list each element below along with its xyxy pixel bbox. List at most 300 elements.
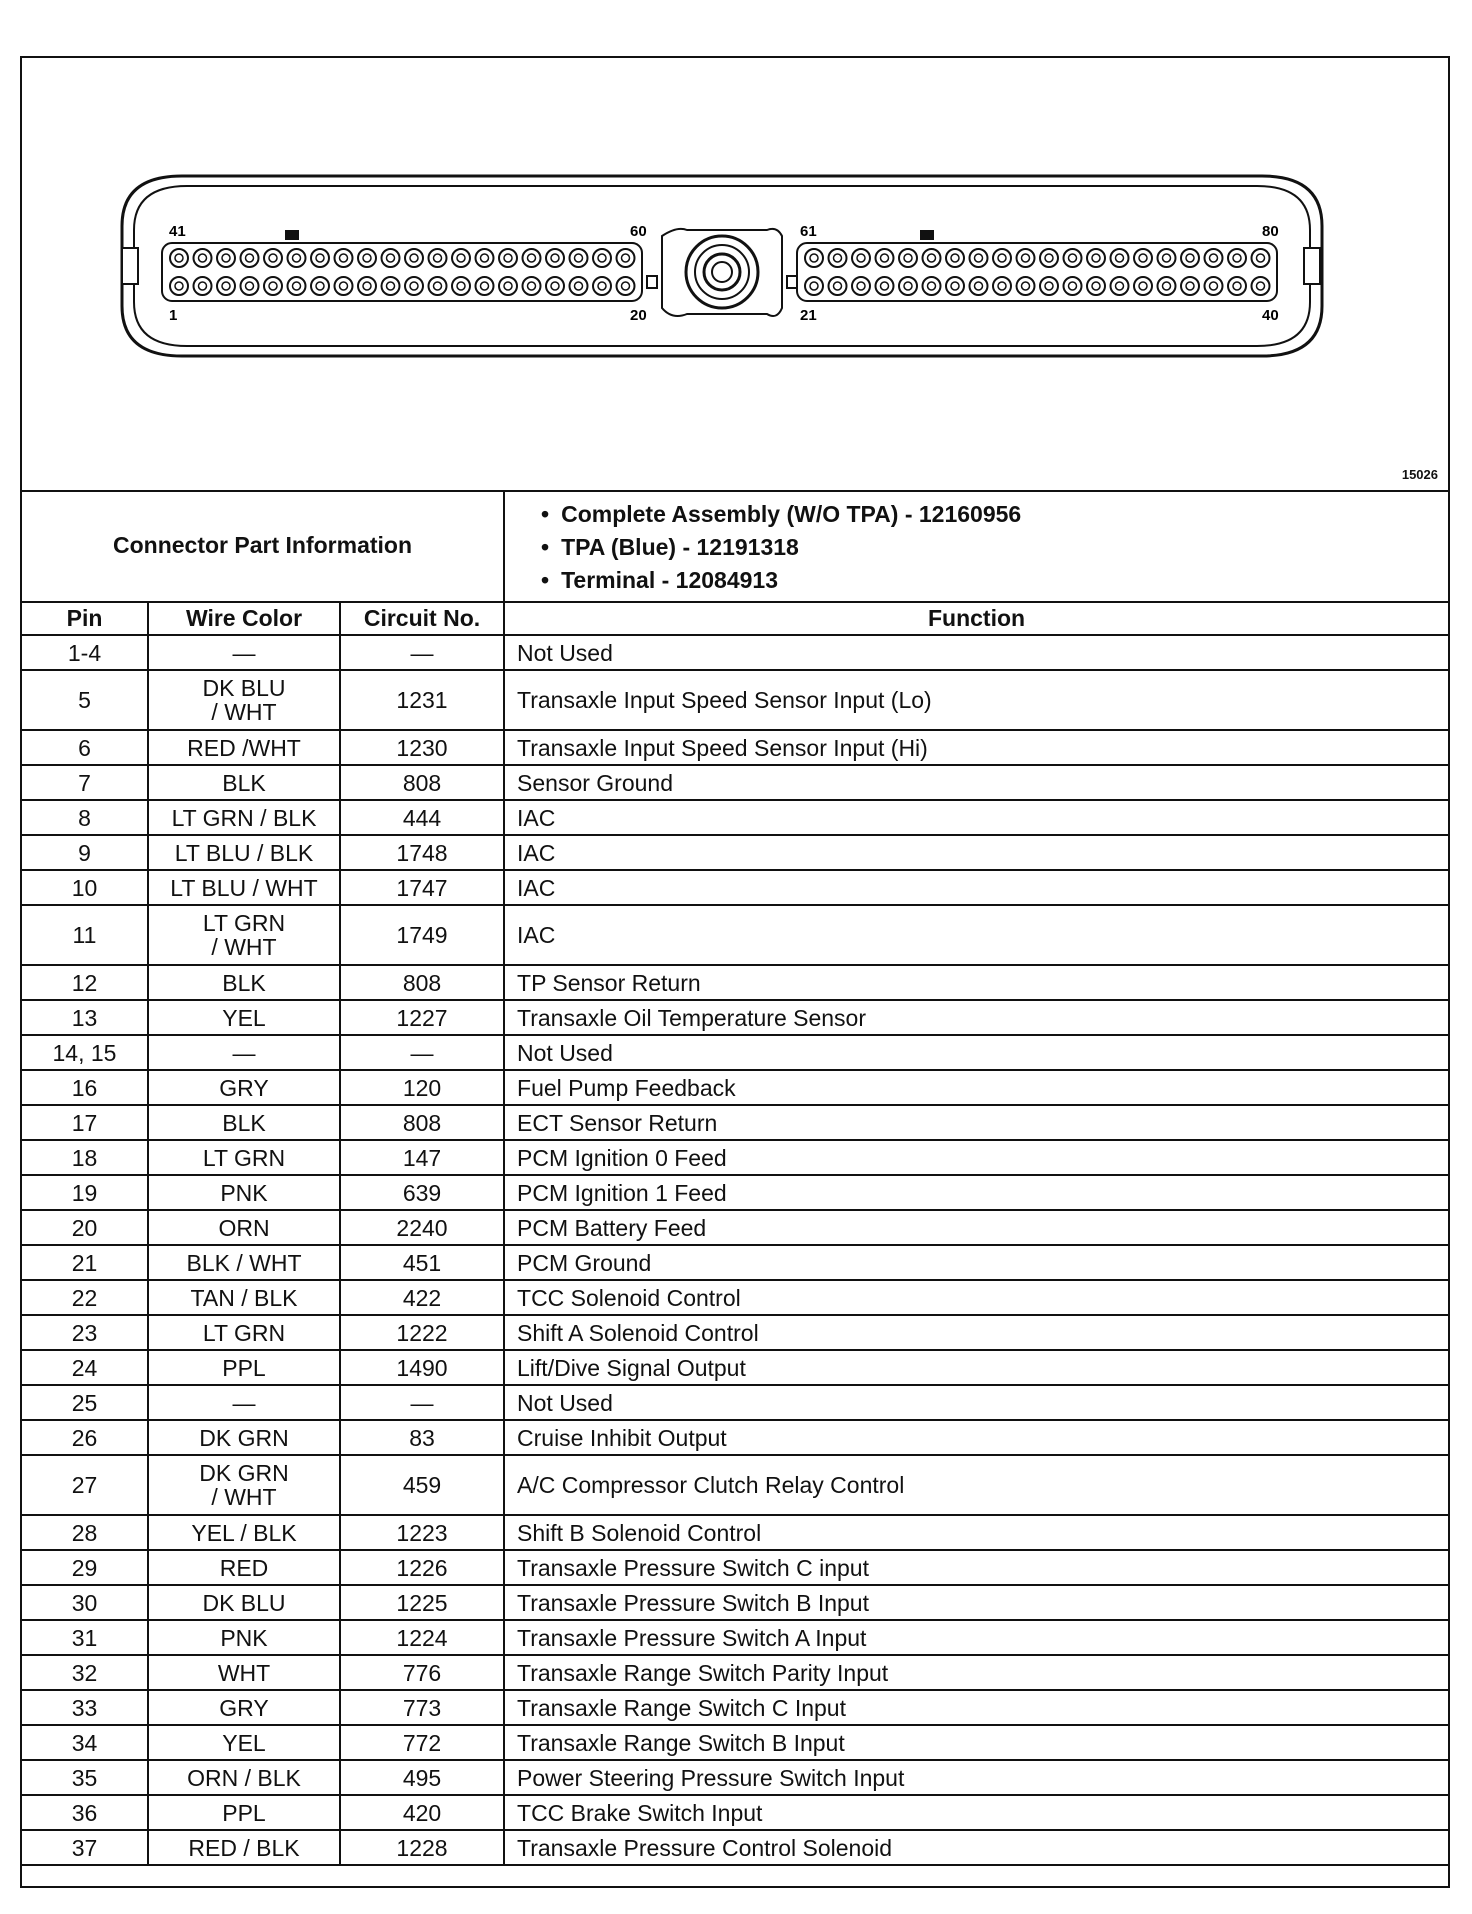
connector-diagram-panel [22,58,1448,492]
function-cell: IAC [504,835,1448,870]
wire-color-cell: YEL / BLK [148,1515,340,1550]
pin-cavity [899,277,917,295]
table-row [22,1420,1448,1455]
pin-cavity [217,277,235,295]
pin-cavity [405,277,423,295]
pin-label-40: 40 [1262,307,1279,324]
pin-cell: 20 [22,1210,148,1245]
pin-cavity [382,277,400,295]
pin-cavity-inner [246,282,254,290]
pin-cell: 7 [22,765,148,800]
pin-cell: 13 [22,1000,148,1035]
pin-cavity [499,277,517,295]
pin-cavity-inner [363,282,371,290]
connector-info-item: • TPA (Blue) - 12191318 [541,531,1448,564]
column-header-pin: Pin [22,602,148,635]
pin-cavity [617,277,635,295]
pin-cavity-inner [998,282,1006,290]
pin-label-20: 20 [630,307,647,324]
pin-cavity [593,277,611,295]
pin-cavity [1134,277,1152,295]
circuit-cell: 1224 [340,1620,504,1655]
wire-color-cell: YEL [148,1725,340,1760]
pin-cell: 28 [22,1515,148,1550]
circuit-cell: 808 [340,965,504,1000]
function-cell: PCM Battery Feed [504,1210,1448,1245]
center-bolt-outer [686,236,758,308]
pin-cavity-inner [881,254,889,262]
connector-info-item: • Complete Assembly (W/O TPA) - 12160956 [541,498,1448,531]
pin-cavity [993,249,1011,267]
table-row [22,1000,1448,1035]
pin-cavity-inner [199,282,207,290]
pin-cavity [382,249,400,267]
function-cell: Transaxle Range Switch B Input [504,1725,1448,1760]
pin-cavity [264,249,282,267]
pin-cavity [1064,249,1082,267]
pin-cavity-inner [951,254,959,262]
function-cell: Not Used [504,1035,1448,1070]
circuit-cell: — [340,1035,504,1070]
pin-cavity [1181,249,1199,267]
center-bolt-core [712,262,732,282]
table-row [22,905,1448,965]
connector-info-item: • Terminal - 12084913 [541,564,1448,597]
connector-housing-inner [134,186,1310,346]
pin-cavity-inner [1186,254,1194,262]
pin-cavity-inner [1210,282,1218,290]
pin-cavity [1064,277,1082,295]
pin-cavity-inner [1139,254,1147,262]
circuit-cell: 808 [340,765,504,800]
pin-cavity [593,249,611,267]
circuit-cell: 1227 [340,1000,504,1035]
left-polarizing-key [285,230,299,240]
pin-cavity-inner [269,282,277,290]
function-cell: Not Used [504,1385,1448,1420]
pin-cavity [923,249,941,267]
left-pin-cavities [170,249,635,295]
pin-cavity [1087,249,1105,267]
circuit-cell: 1490 [340,1350,504,1385]
pin-cell: 10 [22,870,148,905]
pin-cavity [805,249,823,267]
pin-cavity-inner [528,282,536,290]
table-row [22,1585,1448,1620]
table-row [22,1455,1448,1515]
pin-cavity-inner [504,282,512,290]
circuit-cell: 1222 [340,1315,504,1350]
pin-cavity [358,249,376,267]
function-cell: Transaxle Range Switch C Input [504,1690,1448,1725]
pin-cavity-inner [1163,282,1171,290]
center-bolt-inner [704,254,740,290]
pin-cell: 27 [22,1455,148,1515]
function-cell: Transaxle Pressure Switch B Input [504,1585,1448,1620]
column-header-row [22,602,1448,635]
circuit-cell: 1225 [340,1585,504,1620]
wire-color-cell: BLK / WHT [148,1245,340,1280]
pin-cavity [876,249,894,267]
wire-color-cell: LT GRN [148,1140,340,1175]
table-row [22,765,1448,800]
pin-cell: 1-4 [22,635,148,670]
table-row [22,1795,1448,1830]
right-bolt-tab [787,276,797,288]
pin-cavity [429,249,447,267]
pin-cavity [617,249,635,267]
wire-color-cell: TAN / BLK [148,1280,340,1315]
pin-cell: 24 [22,1350,148,1385]
pin-cavity [241,277,259,295]
right-latch-tab [1304,248,1320,284]
pin-cavity-inner [316,282,324,290]
pin-cavity-inner [246,254,254,262]
pin-cavity-inner [881,282,889,290]
pin-cavity-inner [1163,254,1171,262]
pin-cavity [570,277,588,295]
pin-cavity [1017,249,1035,267]
pin-cavity [1158,277,1176,295]
pin-cavity [288,277,306,295]
pin-cell: 19 [22,1175,148,1210]
pin-cavity [194,277,212,295]
pin-cavity [993,277,1011,295]
pin-cavity [241,249,259,267]
circuit-cell: 420 [340,1795,504,1830]
table-row [22,1760,1448,1795]
pin-cavity [1205,249,1223,267]
pin-cell: 12 [22,965,148,1000]
pin-cavity [876,277,894,295]
pin-cavity-inner [904,254,912,262]
function-cell: Transaxle Input Speed Sensor Input (Lo) [504,670,1448,730]
function-cell: PCM Ignition 1 Feed [504,1175,1448,1210]
pin-cavity [546,249,564,267]
pin-cell: 18 [22,1140,148,1175]
pin-cavity [899,249,917,267]
function-cell: TCC Brake Switch Input [504,1795,1448,1830]
left-bolt-tab [647,276,657,288]
pin-cavity-inner [622,282,630,290]
function-cell: TP Sensor Return [504,965,1448,1000]
circuit-cell: 1228 [340,1830,504,1865]
pin-cavity-inner [1186,282,1194,290]
circuit-cell: 776 [340,1655,504,1690]
pin-table [22,490,1448,1866]
wire-color-cell: LT BLU / WHT [148,870,340,905]
pin-cavity [1111,249,1129,267]
pin-cavity [1228,249,1246,267]
right-polarizing-key [920,230,934,240]
pin-cavity-inner [810,254,818,262]
pin-label-41: 41 [169,223,186,240]
pin-cavity-inner [834,254,842,262]
wire-color-cell: PNK [148,1620,340,1655]
table-row [22,1315,1448,1350]
pin-label-60: 60 [630,223,647,240]
right-pin-block [797,243,1277,301]
table-row [22,965,1448,1000]
pin-cavity-inner [575,282,583,290]
pin-cavity [452,277,470,295]
pin-cavity [1158,249,1176,267]
circuit-cell: 422 [340,1280,504,1315]
table-row [22,730,1448,765]
table-row [22,1655,1448,1690]
pin-cell: 36 [22,1795,148,1830]
pin-cavity [523,277,541,295]
pin-cell: 32 [22,1655,148,1690]
circuit-cell: 459 [340,1455,504,1515]
pin-cavity-inner [598,254,606,262]
pin-cavity [264,277,282,295]
wire-color-cell: GRY [148,1690,340,1725]
pin-cavity-inner [1045,254,1053,262]
function-cell: Lift/Dive Signal Output [504,1350,1448,1385]
pin-cavity-inner [1045,282,1053,290]
pin-cavity [335,277,353,295]
left-pin-block [162,243,642,301]
circuit-cell: 1230 [340,730,504,765]
pin-cavity [499,249,517,267]
pin-cavity [1252,249,1270,267]
function-cell: Transaxle Input Speed Sensor Input (Hi) [504,730,1448,765]
pin-cavity-inner [340,254,348,262]
pin-cell: 11 [22,905,148,965]
pin-cavity [311,249,329,267]
pin-cavity-inner [293,254,301,262]
function-cell: TCC Solenoid Control [504,1280,1448,1315]
pin-cell: 25 [22,1385,148,1420]
wire-color-cell: YEL [148,1000,340,1035]
pin-cavity [288,249,306,267]
pin-cavity-inner [410,254,418,262]
pin-cavity [970,277,988,295]
table-row [22,670,1448,730]
left-latch-tab [122,248,138,284]
table-row [22,1210,1448,1245]
pin-cavity-inner [1116,282,1124,290]
pin-cavity-inner [1233,254,1241,262]
pin-cavity-inner [551,254,559,262]
wire-color-cell: ORN [148,1210,340,1245]
pin-cavity-inner [1022,282,1030,290]
table-row [22,1105,1448,1140]
pin-cavity [1134,249,1152,267]
pin-cavity-inner [316,254,324,262]
circuit-cell: 1748 [340,835,504,870]
wire-color-cell: PNK [148,1175,340,1210]
pin-cavity-inner [1092,254,1100,262]
pin-cavity [829,249,847,267]
pin-cavity-inner [904,282,912,290]
pin-cavity-inner [622,254,630,262]
figure-number: 15026 [1401,467,1438,482]
pin-cavity-inner [528,254,536,262]
pin-cavity [1087,277,1105,295]
table-row [22,835,1448,870]
pin-cavity [1181,277,1199,295]
pin-cavity [452,249,470,267]
circuit-cell: 1747 [340,870,504,905]
pin-rows [22,635,1448,1865]
pin-cavity-inner [222,282,230,290]
function-cell: Transaxle Oil Temperature Sensor [504,1000,1448,1035]
document-sheet [20,56,1450,1888]
circuit-cell: 1749 [340,905,504,965]
circuit-cell: 773 [340,1690,504,1725]
wire-color-cell: DK BLU / WHT [148,670,340,730]
pin-cavity [946,249,964,267]
pin-label-61: 61 [800,223,817,240]
pin-cell: 23 [22,1315,148,1350]
pin-cavity-inner [457,254,465,262]
wire-color-cell: DK GRN [148,1420,340,1455]
column-header-circuit: Circuit No. [340,602,504,635]
wire-color-cell: LT GRN [148,1315,340,1350]
circuit-cell: 808 [340,1105,504,1140]
wire-color-cell: DK BLU [148,1585,340,1620]
pin-label-80: 80 [1262,223,1279,240]
pin-cavity-inner [387,254,395,262]
pin-cavity [1111,277,1129,295]
pin-cell: 16 [22,1070,148,1105]
pin-cavity [570,249,588,267]
function-cell: A/C Compressor Clutch Relay Control [504,1455,1448,1515]
pin-cavity-inner [410,282,418,290]
table-row [22,1140,1448,1175]
function-cell: PCM Ground [504,1245,1448,1280]
pin-cell: 35 [22,1760,148,1795]
pin-cavity [476,249,494,267]
pin-cavity-inner [457,282,465,290]
pin-cavity [1017,277,1035,295]
pin-cavity-inner [1116,254,1124,262]
circuit-cell: 639 [340,1175,504,1210]
pin-cavity-inner [1257,282,1265,290]
pin-cavity-inner [504,254,512,262]
pin-cavity-inner [222,254,230,262]
pin-cavity [170,249,188,267]
pin-cavity-inner [975,282,983,290]
pin-cell: 6 [22,730,148,765]
right-pin-cavities [805,249,1270,295]
wire-color-cell: LT GRN / WHT [148,905,340,965]
pin-cavity-inner [1257,254,1265,262]
pin-cavity [946,277,964,295]
function-cell: Sensor Ground [504,765,1448,800]
pin-cavity [829,277,847,295]
function-cell: PCM Ignition 0 Feed [504,1140,1448,1175]
function-cell: Transaxle Pressure Control Solenoid [504,1830,1448,1865]
wire-color-cell: RED [148,1550,340,1585]
pin-cell: 31 [22,1620,148,1655]
column-header-wire-color: Wire Color [148,602,340,635]
pin-cell: 33 [22,1690,148,1725]
wire-color-cell: — [148,1035,340,1070]
wire-color-cell: PPL [148,1350,340,1385]
wire-color-cell: PPL [148,1795,340,1830]
circuit-cell: 147 [340,1140,504,1175]
pin-cavity-inner [387,282,395,290]
pin-cell: 34 [22,1725,148,1760]
pin-cavity-inner [434,254,442,262]
pin-cavity-inner [481,254,489,262]
function-cell: ECT Sensor Return [504,1105,1448,1140]
pin-cavity-inner [551,282,559,290]
circuit-cell: — [340,635,504,670]
function-cell: IAC [504,905,1448,965]
circuit-cell: 120 [340,1070,504,1105]
wire-color-cell: WHT [148,1655,340,1690]
circuit-cell: 1223 [340,1515,504,1550]
pin-cavity [429,277,447,295]
table-row [22,1550,1448,1585]
function-cell: Shift A Solenoid Control [504,1315,1448,1350]
pin-cavity [1040,277,1058,295]
function-cell: Cruise Inhibit Output [504,1420,1448,1455]
pin-label-21: 21 [800,307,817,324]
pin-cavity [970,249,988,267]
pin-cavity [1252,277,1270,295]
function-cell: IAC [504,870,1448,905]
table-row [22,870,1448,905]
pin-cavity-inner [598,282,606,290]
table-row [22,1350,1448,1385]
pin-cavity-inner [834,282,842,290]
table-row [22,1725,1448,1760]
function-cell: Transaxle Range Switch Parity Input [504,1655,1448,1690]
pin-cell: 22 [22,1280,148,1315]
pin-cavity-inner [1022,254,1030,262]
wire-color-cell: RED / BLK [148,1830,340,1865]
connector-info-row [22,490,1448,602]
pin-cavity-inner [928,254,936,262]
wire-color-cell: — [148,635,340,670]
pin-cavity-inner [857,254,865,262]
pin-cavity-inner [1233,282,1241,290]
pin-cavity-inner [340,282,348,290]
circuit-cell: 2240 [340,1210,504,1245]
pin-cavity-inner [1139,282,1147,290]
pin-cavity [523,249,541,267]
function-cell: Shift B Solenoid Control [504,1515,1448,1550]
pin-cavity [1040,249,1058,267]
connector-info-list [504,490,1448,602]
pin-cavity [546,277,564,295]
pin-cavity-inner [1069,254,1077,262]
pin-cavity-inner [1069,282,1077,290]
wire-color-cell: ORN / BLK [148,1760,340,1795]
table-row [22,1690,1448,1725]
pin-cavity [923,277,941,295]
column-header-function: Function [504,602,1448,635]
wire-color-cell: BLK [148,965,340,1000]
circuit-cell: — [340,1385,504,1420]
table-row [22,1070,1448,1105]
pin-cavity-inner [481,282,489,290]
pin-cavity-inner [810,282,818,290]
wire-color-cell: LT GRN / BLK [148,800,340,835]
pin-cavity [852,277,870,295]
pin-cavity-inner [434,282,442,290]
table-row [22,1620,1448,1655]
pin-cavity-inner [951,282,959,290]
pin-cavity-inner [998,254,1006,262]
pin-cell: 21 [22,1245,148,1280]
pin-cell: 9 [22,835,148,870]
